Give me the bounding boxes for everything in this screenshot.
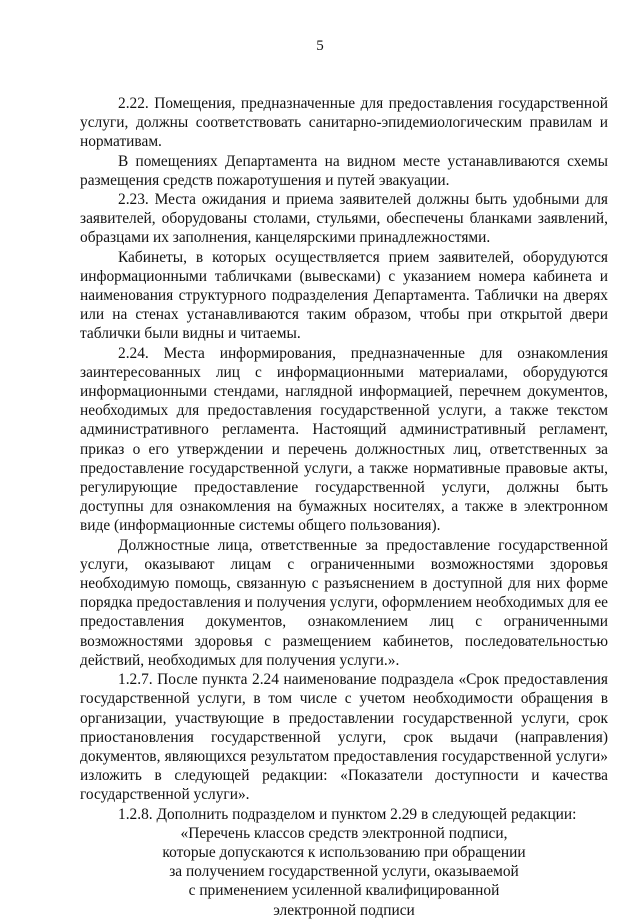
heading-line: с применением усиленной квалифицированной xyxy=(188,882,500,900)
subsection-heading xyxy=(80,824,608,920)
paragraph-2-22: 2.22. Помещения, предназначенные для предоставления государственной услуги, должны соответствовать санитарно-эпидемиологическим правилам и нормативам. xyxy=(80,95,608,151)
heading-line: «Перечень классов средств электронной подписи, xyxy=(180,824,508,842)
heading-line: за получением государственной услуги, оказываемой xyxy=(169,863,519,881)
heading-line: электронной подписи xyxy=(273,901,415,919)
document-body xyxy=(80,94,608,920)
paragraph-fire-safety: В помещениях Департамента на видном месте устанавливаются схемы размещения средств пожаротушения и путей эвакуации. xyxy=(80,152,608,189)
paragraph-1-2-8: 1.2.8. Дополнить подразделом и пунктом 2.29 в следующей редакции: xyxy=(118,805,577,823)
paragraph-cabinets: Кабинеты, в которых осуществляется прием заявителей, оборудуются информационными табличками (вывесками) с указанием номера кабинета и наименования структурного подразделения Департамента. Таблички на дверях или на стенах устанавливаются таким образом, чтобы при открытой двери таблички были видны и читаемы. xyxy=(80,248,608,343)
paragraph-1-2-7: 1.2.7. После пункта 2.24 наименование подраздела «Срок предоставления государственной услуги, в том числе с учетом необходимости обращения в организации, участвующие в предоставлении государственной услуги, срок приостановления государственной услуги, срок выдачи (направления) документов, являющихся результатом предоставления государственной услуги» изложить в следующей редакции: «Показатели доступности и качества государственной услуги». xyxy=(80,671,608,804)
paragraph-2-24: 2.24. Места информирования, предназначенные для ознакомления заинтересованных лиц с информационными материалами, оборудуются информационными стендами, наглядной информацией, перечнем документов, необходимых для предоставления государственной услуги, а также текстом административного регламента. Настоящий административный регламент, приказ о его утверждении и перечень должностных лиц, ответственных за предоставление государственной услуги, а также нормативные правовые акты, регулирующие предоставление государственной услуги, должны быть доступны для ознакомления на бумажных носителях, а также в электронном виде (информационные системы общего пользования). xyxy=(80,344,608,535)
heading-line: которые допускаются к использованию при обращении xyxy=(162,843,526,861)
paragraph-2-23: 2.23. Места ожидания и приема заявителей должны быть удобными для заявителей, оборудованы столами, стульями, обеспечены бланками заявлений, образцами их заполнения, канцелярскими принадлежностями. xyxy=(80,191,608,247)
page-number: 5 xyxy=(316,38,324,54)
paragraph-officials: Должностные лица, ответственные за предоставление государственной услуги, оказывают лицам с ограниченными возможностями здоровья необходимую помощь, связанную с разъяснением в доступной для них форме порядка предоставления и получения услуги, оформлением необходимых для ее предоставления документов, ознакомлением лиц с ограниченными возможностями здоровья с размещением кабинетов, последовательностью действий, необходимых для получения услуги.». xyxy=(80,536,608,669)
